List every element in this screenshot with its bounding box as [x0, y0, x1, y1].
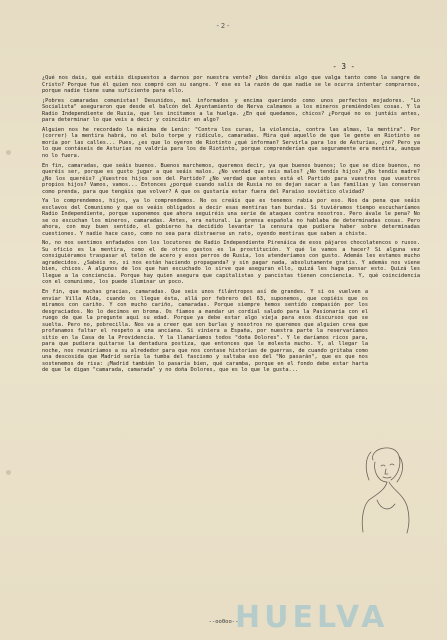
huelva-watermark [235, 600, 388, 635]
page-number: - 3 - [332, 62, 355, 71]
paragraph-6: No, no nos sentimos enfadados con los locutores de Radio Independiente Pirenáica de esos pájaros chocolatencos o rusos. Su oficio es la mentira, como el de otros gestos es la prostitución. Y qué le vamos a hacer? Si alguna vez consiguiéramos traspasar el telón de acero y esos perros de Rusia, los atenderíamos con gusto. Además les estamos mucho agradecidos. ¿Sabéis no, si nos están haciendo propaganda? y sin pagar nada, absolutamente gratis. Y además nos viene bien, chicos. A algunos de los que han escuchado lo sirve que aseguran ello, quizá les haga pensar esto. Quizá les llegue a la conciencia. Porque hay quien asegura que capitalistas y pancistas tienen conciencia. Y, qué coincidencia con el comunismo, los puede iluminar un poco. [42, 240, 420, 286]
paragraph-7: En fin, que muchas gracias, camaradas. Que seis unos filántropos así de grandes. Y si os vuelven a enviar Villa Alda, cuando os llegue ésta, allá por febrero del 63, suponemos, que copiéis que os miramos con cariño. Y con mucho cariño, camaradas. Porque siempre hemos sentido compasión por los desgraciados. No lo decimos en broma. Os fíamos a mandar un cordial saludo para la Pasionaria con el ruego de que la pregunte aquí su edad. Porque ya debe estar algo vieja para esos discursos que se suelta. Pero no, pobrecilla. Nos va a creer que son burlas y nosotros no queremos que alguien crea que profanamos faltar el respeto a una anciana. Si viniera a España, por nuestra parte la reservaríamos sitio en la Casa de la Providencia. Y la llamaríamos todos "doña Dolores". Y le daríamos ricos para, para que pudiera quitarse la dentadura postiza, que entonces que le molesta mucho. Y, al llegar la noche, nos reuniríamos a su alrededor para que nos contase historias de guerras, de cuando gritaba como una descosida que Madrid sería la tumba del fascismo y saltaba eso del "No pasarán", que es que nos sostenemos de risa: ¡Madrid también lo pasaría bien, qué caramba, porque en el fondo debe estar harta de que le digan "camarada, camarada" y no doña Dolores, que es lo que le gusta... [42, 289, 368, 374]
end-mark: --oo0oo-- [208, 619, 239, 625]
paragraph-1: ¿Qué nos dais, qué estáis dispuestos a darnos por nuestra vente? ¿Nos daréis algo que valga tanto como la sangre de Cristo? Porque fue él quien nos compró con su sangre. Y ese es la razón de que nadie se le ocurra intentar comprarnos, porque nadie tiene suma suficiente para ello. [42, 75, 420, 94]
paragraph-3: Alguien nos he recordado la máxima de Lenin: "Contra los curas, la violencia, contra las almas, la mentira". Por (correr) la mentira habrá, no el bulo torpe y ridículo, camaradas. Mira qué aquello de que le gente en Riotinto se moría por las calles... Pues, ¿es que lo oyeron de Riotinto ¿qué informan? Servirla para los de Asturias, ¿no? Pero ya lo que contáseis de Asturias no valdría para los de Riotinto, porque comprenderían que seguramente era mentira, aunque no lo fuera. [42, 126, 420, 159]
paragraph-4: En fin, camaradas, que seáis buenos. Buenos marchemos, queremos decir, ya que buenos buenos; lo que se dice buenos, no queréis ser, porque es gusto jugar a que seáis malos. ¿No verdad que seis malos? ¿No tendís hijos? ¿No tendís madre? ¿No los queréis? ¿Vuestros hijos son del Partido? ¿No verdad que antes está el Partido para vuestros que vuestros propios hijos? Vamos, vamos... Entonces ¿porqué cuando salís de Rusia no os dejan sacar a las familias y las conservan como prenda, para que tengáis que volver? A que os gustaría estar fuera del Paraíso soviético olvidad? [42, 162, 420, 195]
document-body [42, 75, 420, 377]
paragraph-5: Ya lo comprendemos, hijos, ya lo comprendemos. No os creáis que es tenemos rabia por eso. Nos da pena que seáis esclavos del Comunismo y que os veáis obligados a decir esas mentiras tan burdas. Si tuviéramos tiempo escucharíamos Radio Independiente, porque suponemos que ahora seguiréis una serie de ataques contra nosotros. Pero ávale le pena? No se os escuchan los mineros, camaradas. Antes, era natural. La prensa española no hablaba de determinadas cosas. Pero ahora, con muy buen sentido, el gobierno ha decidido levantar la censura que pudiera haber sobre determinadas cuestiones. Y nadie hace caso, como no sea para distraerse un rato, oyendo mentiras que saben a chiste. [42, 198, 420, 237]
pencil-portrait-sketch [355, 440, 415, 535]
paragraph-2: ¡Pobres camaradas comunistas! Desunidos, mal informados y encima queriendo como unos perfectos mojadores. "Lo Socialista" aseguraron que desde el balcón del Ayuntamiento de Nerva calmamos a los mineros premiéndoles cosas. Y la Radio Independiente de Rusia, que les incitamos a la huelga. ¿En qué quedamos, chicos? ¿Porqué no os juntáis antes, para determinar lo que veis a decir y coincidir en algo? [42, 97, 420, 124]
top-page-marker: -2- [215, 22, 232, 30]
watermark-text: HUELVA [235, 600, 389, 635]
